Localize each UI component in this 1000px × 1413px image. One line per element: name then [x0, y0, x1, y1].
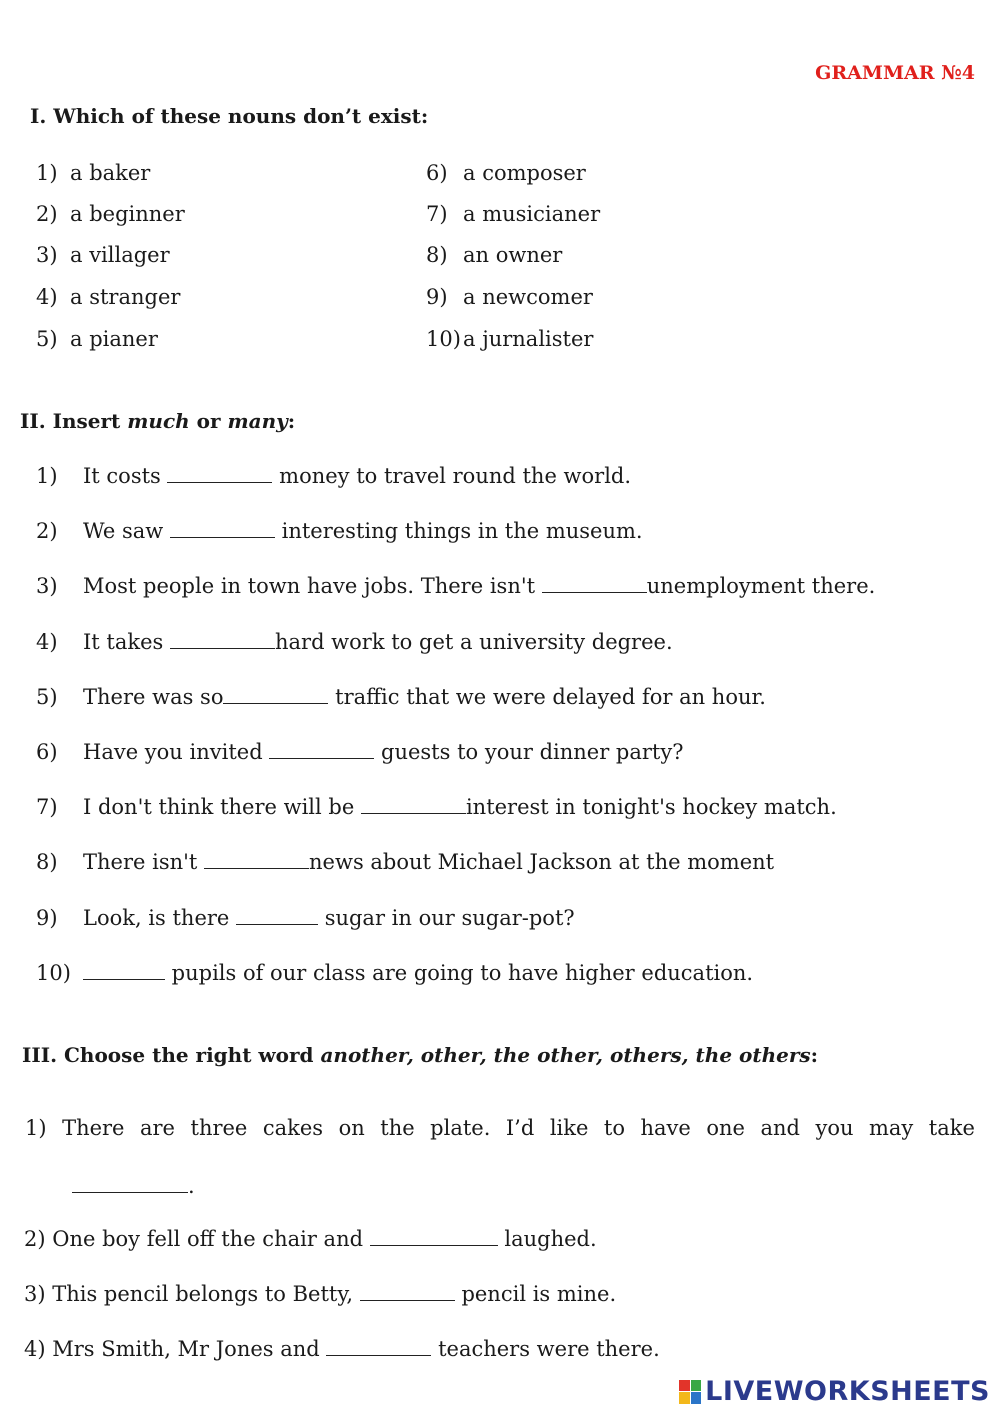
word: plate.: [430, 1116, 491, 1140]
answer-blank[interactable]: [236, 906, 318, 925]
answer-blank[interactable]: [223, 685, 328, 704]
section-2-heading: II. Insert much or many:: [20, 409, 296, 433]
list-item: 1) a baker: [36, 161, 151, 185]
word: and: [760, 1116, 800, 1140]
logo-text: LIVEWORKSHEETS: [705, 1376, 990, 1407]
list-item: 4) It takes hard work to get a university degree.: [36, 630, 673, 654]
answer-blank[interactable]: [360, 1282, 455, 1301]
liveworksheets-logo: [679, 1376, 990, 1407]
answer-blank[interactable]: [170, 519, 275, 538]
list-item: 5) a pianer: [36, 327, 158, 351]
word: I’d: [505, 1116, 535, 1140]
answer-blank[interactable]: [361, 795, 466, 814]
list-item: 1) It costs money to travel round the world.: [36, 464, 632, 488]
list-item: 3) a villager: [36, 243, 170, 267]
list-item: 3) Most people in town have jobs. There isn't unemployment there.: [36, 574, 876, 598]
word: to: [603, 1116, 625, 1140]
list-item: 9) a newcomer: [426, 285, 593, 309]
answer-blank[interactable]: [542, 574, 647, 593]
answer-blank[interactable]: [370, 1227, 498, 1246]
word: cakes: [262, 1116, 324, 1140]
answer-blank[interactable]: [269, 740, 374, 759]
word: may: [869, 1116, 914, 1140]
list-item: 8) an owner: [426, 243, 563, 267]
word: are: [140, 1116, 175, 1140]
word: 1): [25, 1116, 47, 1140]
logo-square-red: [679, 1380, 690, 1392]
logo-square-blue: [691, 1392, 702, 1404]
section-3-heading: III. Choose the right word another, other, the other, others, the others:: [22, 1043, 819, 1067]
list-item: 4) a stranger: [36, 285, 181, 309]
section-3-item-1-continuation: .: [72, 1174, 195, 1198]
logo-square-green: [691, 1380, 702, 1392]
list-item: 5) There was so traffic that we were delayed for an hour.: [36, 685, 766, 709]
list-item: 10) pupils of our class are going to have higher education.: [36, 961, 754, 985]
list-item: 10)a jurnalister: [426, 327, 594, 351]
page-title: GRAMMAR №4: [815, 62, 975, 84]
list-item: 8) There isn't news about Michael Jackson at the moment: [36, 850, 775, 874]
answer-blank[interactable]: [326, 1337, 431, 1356]
word: take: [928, 1116, 975, 1140]
logo-square-yellow: [679, 1392, 690, 1404]
list-item: 6) a composer: [426, 161, 586, 185]
answer-blank[interactable]: [72, 1174, 188, 1193]
list-item: 2) We saw interesting things in the museum.: [36, 519, 643, 543]
word: There: [62, 1116, 125, 1140]
word: one: [706, 1116, 745, 1140]
section-3-item-1: [25, 1116, 975, 1140]
list-item: 9) Look, is there sugar in our sugar-pot?: [36, 906, 575, 930]
word: three: [190, 1116, 248, 1140]
answer-blank[interactable]: [167, 464, 272, 483]
section-1-heading: I. Which of these nouns don’t exist:: [30, 104, 429, 128]
list-item: 7) a musicianer: [426, 202, 601, 226]
section-3-item: 4) Mrs Smith, Mr Jones and teachers were there.: [24, 1337, 660, 1361]
answer-blank[interactable]: [170, 630, 275, 649]
list-item: 6) Have you invited guests to your dinner party?: [36, 740, 684, 764]
list-item: 7) I don't think there will be interest in tonight's hockey match.: [36, 795, 837, 819]
section-3-item: 3) This pencil belongs to Betty, pencil is mine.: [24, 1282, 617, 1306]
section-3-item: 2) One boy fell off the chair and laughed.: [24, 1227, 597, 1251]
word: on: [338, 1116, 365, 1140]
word: have: [640, 1116, 691, 1140]
word: like: [549, 1116, 589, 1140]
list-item: 2) a beginner: [36, 202, 185, 226]
answer-blank[interactable]: [204, 850, 309, 869]
logo-mark-icon: [679, 1380, 701, 1404]
word: the: [380, 1116, 415, 1140]
word: you: [815, 1116, 854, 1140]
answer-blank[interactable]: [83, 961, 165, 980]
